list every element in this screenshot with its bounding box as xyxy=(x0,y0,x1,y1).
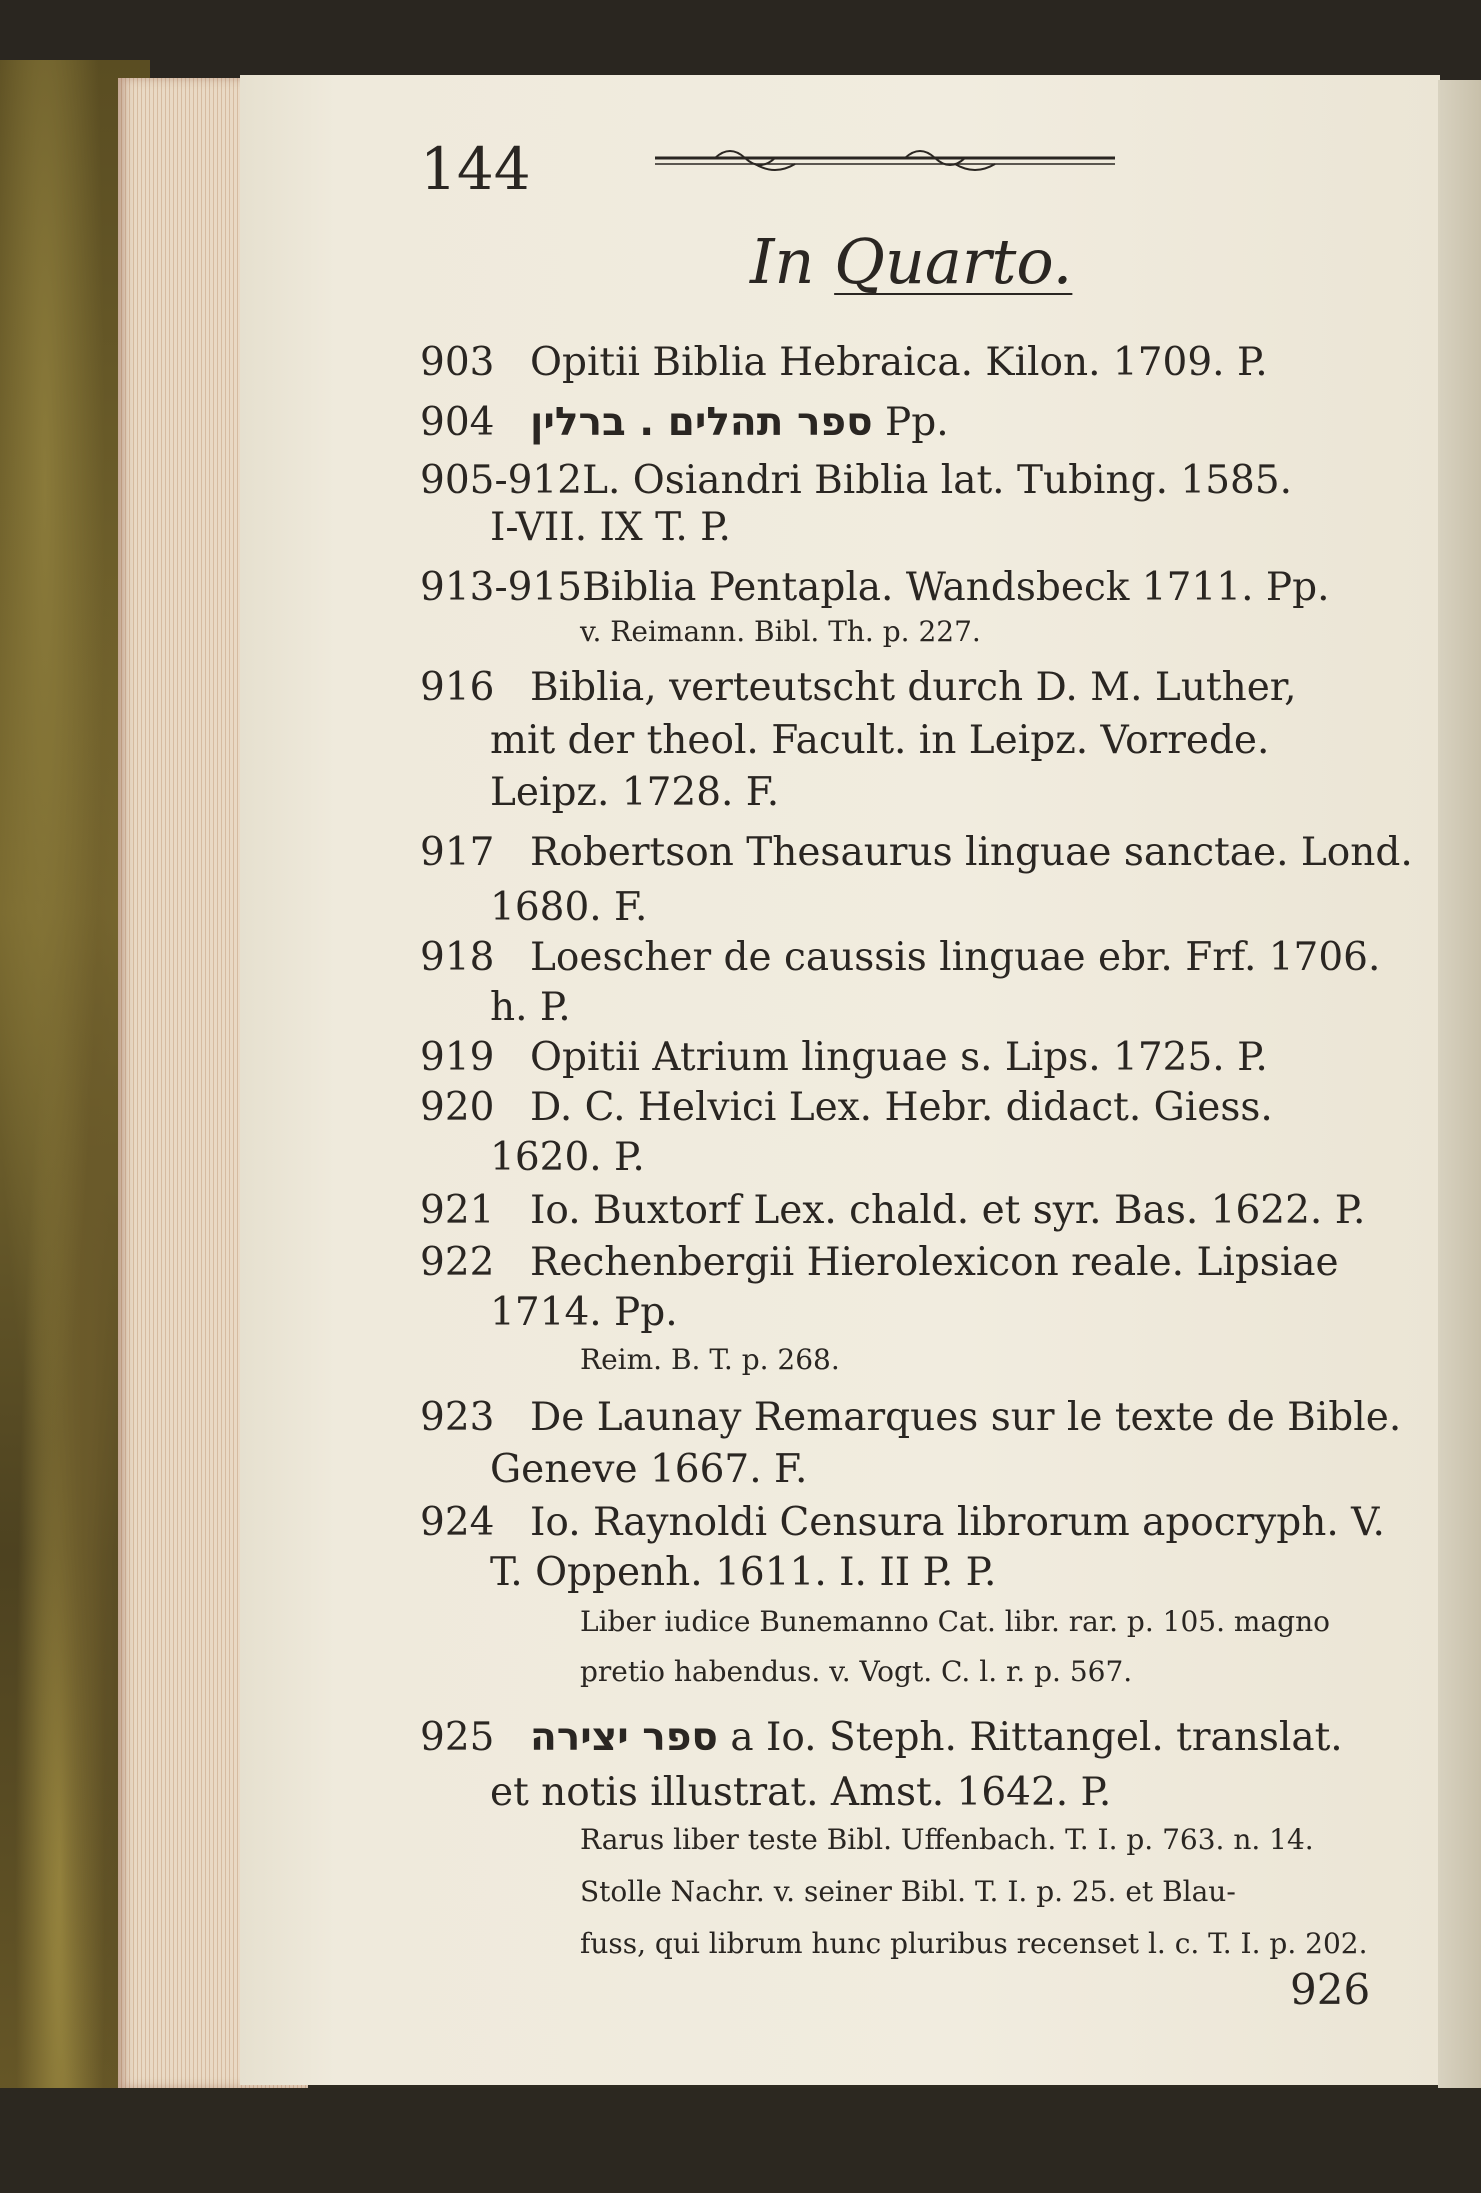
entry-number: 920 xyxy=(420,1085,495,1130)
entry-note: Stolle Nachr. v. seiner Bibl. T. I. p. 25. et Blau- xyxy=(580,1875,1236,1908)
entry-continuation: Leipz. 1728. F. xyxy=(490,770,780,815)
page-number: 144 xyxy=(420,135,531,203)
entry-text: De Launay Remarques sur le texte de Bible. xyxy=(530,1395,1402,1440)
catalog-entry xyxy=(420,935,1380,980)
entry-text: Rechenbergii Hierolexicon reale. Lipsiae xyxy=(530,1240,1339,1285)
entry-text: Io. Raynoldi Censura librorum apocryph. V. xyxy=(530,1500,1385,1545)
entry-continuation: T. Oppenh. 1611. I. II P. P. xyxy=(490,1550,997,1595)
entry-note: pretio habendus. v. Vogt. C. l. r. p. 567. xyxy=(580,1655,1133,1688)
entry-text: Io. Buxtorf Lex. chald. et syr. Bas. 1622. P. xyxy=(530,1188,1366,1233)
entry-continuation: h. P. xyxy=(490,985,571,1030)
entry-number: 917 xyxy=(420,830,495,875)
entry-text: D. C. Helvici Lex. Hebr. didact. Giess. xyxy=(530,1085,1273,1130)
entry-continuation: 1680. F. xyxy=(490,885,648,930)
entry-number: 903 xyxy=(420,340,495,385)
entry-continuation: Geneve 1667. F. xyxy=(490,1447,808,1492)
entry-number: 919 xyxy=(420,1035,495,1080)
entry-note: fuss, qui librum hunc pluribus recenset l. c. T. I. p. 202. xyxy=(580,1927,1368,1960)
entry-note: Liber iudice Bunemanno Cat. libr. rar. p. 105. magno xyxy=(580,1605,1330,1638)
hebrew-title: ספר יצירה xyxy=(530,1715,718,1760)
entry-text: Biblia Pentapla. Wandsbeck 1711. Pp. xyxy=(582,565,1330,610)
entry-number: 925 xyxy=(420,1715,495,1760)
entry-continuation: I-VII. IX T. P. xyxy=(490,505,731,550)
entry-text: Biblia, verteutscht durch D. M. Luther, xyxy=(530,665,1297,710)
catalog-entry xyxy=(420,400,949,445)
entry-text: Pp. xyxy=(885,400,949,445)
entry-text: Robertson Thesaurus linguae sanctae. Lond. xyxy=(530,830,1413,875)
entry-number: 924 xyxy=(420,1500,495,1545)
catchword: 926 xyxy=(1290,1965,1371,2014)
entry-continuation: mit der theol. Facult. in Leipz. Vorrede. xyxy=(490,718,1270,763)
entry-number: 923 xyxy=(420,1395,495,1440)
facing-page-edge xyxy=(1438,80,1481,2090)
catalog-entry xyxy=(420,340,1268,385)
catalog-entry xyxy=(420,830,1413,875)
catalog-entry xyxy=(420,1715,1343,1760)
entry-text: Loescher de caussis linguae ebr. Frf. 1706. xyxy=(530,935,1381,980)
catalog-entry xyxy=(420,1085,1273,1130)
heading-main: Quarto. xyxy=(834,225,1073,298)
entry-text: Opitii Atrium linguae s. Lips. 1725. P. xyxy=(530,1035,1268,1080)
entry-number: 913-915 xyxy=(420,565,583,610)
entry-number: 922 xyxy=(420,1240,495,1285)
catalog-entry xyxy=(420,1500,1385,1545)
entry-text: Opitii Biblia Hebraica. Kilon. 1709. P. xyxy=(530,340,1268,385)
catalog-entry xyxy=(420,665,1297,710)
entry-number: 905-912 xyxy=(420,458,583,503)
entry-number: 904 xyxy=(420,400,495,445)
entry-text: a Io. Steph. Rittangel. translat. xyxy=(730,1715,1343,1760)
heading-prefix: In xyxy=(750,225,815,298)
catalog-entry xyxy=(420,1035,1268,1080)
catalog-entry xyxy=(420,1188,1365,1233)
ornament-divider xyxy=(655,140,1115,180)
entry-number: 918 xyxy=(420,935,495,980)
entry-continuation: et notis illustrat. Amst. 1642. P. xyxy=(490,1770,1112,1815)
hebrew-title: ספר תהלים . ברלין xyxy=(530,400,873,445)
catalog-entry xyxy=(420,458,1292,503)
catalog-entry xyxy=(420,1240,1339,1285)
entry-continuation: 1714. Pp. xyxy=(490,1290,678,1335)
entry-note: Rarus liber teste Bibl. Uffenbach. T. I. p. 763. n. 14. xyxy=(580,1823,1314,1856)
book-bottom-shadow xyxy=(0,2088,1481,2193)
entry-note: v. Reimann. Bibl. Th. p. 227. xyxy=(580,615,981,648)
entry-text: L. Osiandri Biblia lat. Tubing. 1585. xyxy=(582,458,1293,503)
entry-number: 921 xyxy=(420,1188,495,1233)
section-heading xyxy=(750,225,1072,298)
catalog-entry xyxy=(420,565,1329,610)
entry-number: 916 xyxy=(420,665,495,710)
catalog-entry xyxy=(420,1395,1401,1440)
entry-note: Reim. B. T. p. 268. xyxy=(580,1343,840,1376)
entry-continuation: 1620. P. xyxy=(490,1135,645,1180)
